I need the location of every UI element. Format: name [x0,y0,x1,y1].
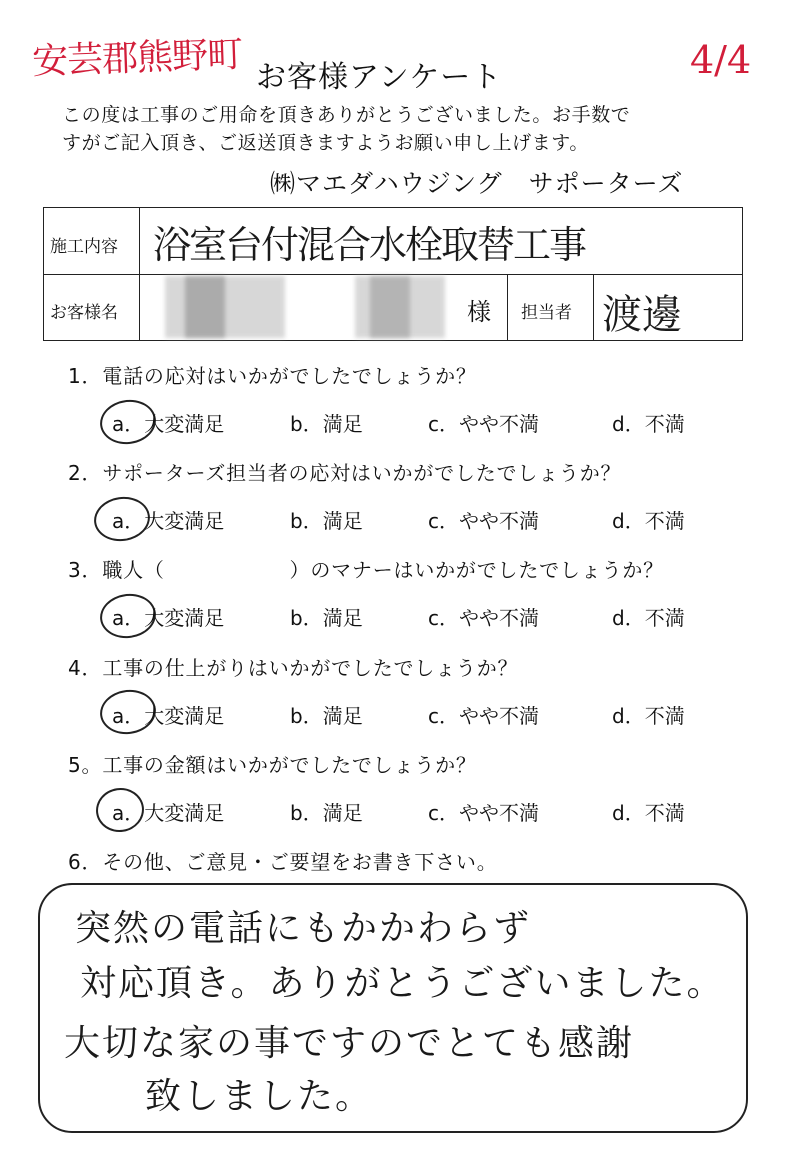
question-4: 4．工事の仕上がりはいかがでしたでしょうか？ [68,656,519,680]
option-a: a．大変満足 [112,412,225,436]
comment-line-3: 大切な家の事ですのでとても感謝 [64,1023,635,1064]
question-2: 2．サポーターズ担当者の応対はいかがでしたでしょうか？ [68,461,622,485]
option-d: d．不満 [612,606,685,630]
option-b: b．満足 [290,509,363,533]
intro-text-line-2: すがご記入頂き、ご返送頂きますようお願い申し上げます。 [62,132,589,154]
info-table-honorific-divider [507,274,508,341]
comment-prompt: 6．その他、ご意見・ご要望をお書き下さい。 [68,850,498,874]
work-value: 浴室台付混合水栓取替工事 [153,223,586,267]
option-a: a．大変満足 [112,801,225,825]
option-d: d．不満 [612,801,685,825]
option-b: b．満足 [290,801,363,825]
honorific-sama: 様 [467,298,491,326]
comment-line-4: 致しました。 [145,1076,374,1117]
info-table-label-divider [139,207,140,341]
handwritten-address-note: 安芸郡熊野町 [31,34,243,83]
option-b: b．満足 [290,606,363,630]
customer-label: お客様名 [50,303,118,323]
option-d: d．不満 [612,509,685,533]
page-count: 4/4 [690,38,752,82]
question-1: 1．電話の応対はいかがでしたでしょうか？ [68,364,477,388]
option-c: c．やや不満 [428,801,539,825]
work-label: 施工内容 [50,237,118,257]
option-a: a．大変満足 [112,509,225,533]
option-a: a．大変満足 [112,704,225,728]
option-c: c．やや不満 [428,704,539,728]
question-3: 3．職人（ ）のマナーはいかがでしたでしょうか？ [68,558,664,582]
staff-label: 担当者 [521,303,572,323]
company-name: ㈱マエダハウジング サポーターズ [270,169,684,198]
question-5: 5。工事の金額はいかがでしたでしょうか？ [68,753,477,777]
option-d: d．不満 [612,412,685,436]
survey-title: お客様アンケート [256,60,503,95]
comment-line-2: 対応頂き。ありがとうございました。 [80,963,725,1004]
option-b: b．満足 [290,704,363,728]
info-table-divider [43,274,743,275]
option-a: a．大変満足 [112,606,225,630]
option-c: c．やや不満 [428,412,539,436]
staff-value: 渡邊 [602,292,682,338]
option-c: c．やや不満 [428,509,539,533]
comment-line-1: 突然の電話にもかかわらず [75,908,532,949]
option-b: b．満足 [290,412,363,436]
option-d: d．不満 [612,704,685,728]
info-table-staff-divider [593,274,594,341]
option-c: c．やや不満 [428,606,539,630]
intro-text-line-1: この度は工事のご用命を頂きありがとうございました。お手数で [62,104,631,126]
